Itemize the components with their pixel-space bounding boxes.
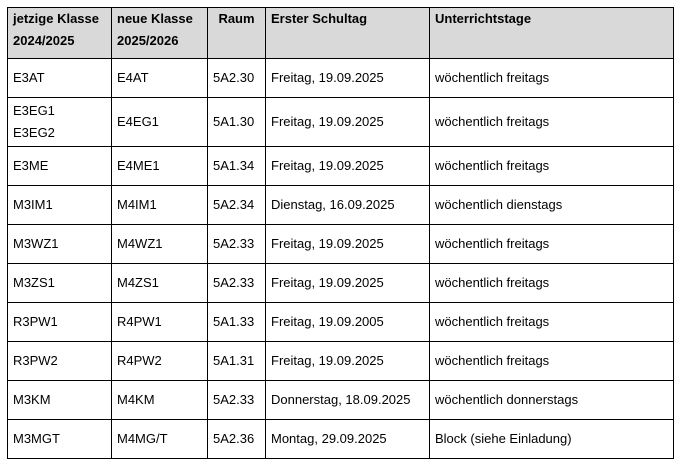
cell-room: 5A2.33 (208, 381, 266, 420)
header-current-class-year: 2024/2025 (13, 33, 75, 48)
cell-new-class: R4PW1 (112, 303, 208, 342)
cell-first-day: Freitag, 19.09.2025 (266, 264, 430, 303)
cell-new-class: E4ME1 (112, 147, 208, 186)
current-class-text: M3ZS1 (13, 275, 55, 290)
cell-first-day: Dienstag, 16.09.2025 (266, 186, 430, 225)
table-row (8, 303, 674, 342)
table-row (8, 420, 674, 459)
cell-lesson-days: wöchentlich freitags (430, 147, 674, 186)
current-class-text: E3AT (13, 70, 45, 85)
cell-current-class (8, 303, 112, 342)
header-new-class (112, 8, 208, 59)
cell-first-day: Donnerstag, 18.09.2025 (266, 381, 430, 420)
cell-first-day: Freitag, 19.09.2025 (266, 342, 430, 381)
cell-room: 5A2.34 (208, 186, 266, 225)
cell-current-class (8, 420, 112, 459)
header-lesson-days: Unterrichtstage (430, 8, 674, 59)
cell-new-class: E4AT (112, 59, 208, 98)
current-class-text: R3PW1 (13, 314, 58, 329)
class-schedule-table (7, 7, 674, 459)
cell-first-day: Freitag, 19.09.2025 (266, 59, 430, 98)
current-class-text: E3ME (13, 158, 49, 173)
cell-first-day: Montag, 29.09.2025 (266, 420, 430, 459)
cell-current-class (8, 59, 112, 98)
table-row (8, 264, 674, 303)
table-row (8, 342, 674, 381)
header-current-class (8, 8, 112, 59)
cell-room: 5A1.30 (208, 98, 266, 147)
cell-new-class: E4EG1 (112, 98, 208, 147)
cell-room: 5A1.33 (208, 303, 266, 342)
cell-room: 5A1.31 (208, 342, 266, 381)
current-class-text: M3MGT (13, 431, 60, 446)
cell-first-day: Freitag, 19.09.2005 (266, 303, 430, 342)
cell-current-class (8, 225, 112, 264)
current-class-text: E3EG1 (13, 103, 55, 118)
header-new-class-year: 2025/2026 (117, 33, 179, 48)
current-class-text: M3KM (13, 392, 51, 407)
table-row (8, 98, 674, 147)
cell-lesson-days: wöchentlich dienstags (430, 186, 674, 225)
cell-lesson-days: wöchentlich freitags (430, 342, 674, 381)
cell-lesson-days: wöchentlich freitags (430, 98, 674, 147)
cell-current-class (8, 264, 112, 303)
cell-current-class (8, 342, 112, 381)
cell-new-class: M4WZ1 (112, 225, 208, 264)
header-new-class-label: neue Klasse (117, 11, 193, 26)
current-class-text: R3PW2 (13, 353, 58, 368)
cell-new-class: M4KM (112, 381, 208, 420)
cell-room: 5A2.30 (208, 59, 266, 98)
cell-first-day: Freitag, 19.09.2025 (266, 225, 430, 264)
current-class-text: M3WZ1 (13, 236, 59, 251)
cell-lesson-days: wöchentlich freitags (430, 264, 674, 303)
cell-room: 5A2.33 (208, 225, 266, 264)
table-row (8, 147, 674, 186)
table-row (8, 186, 674, 225)
cell-new-class: M4ZS1 (112, 264, 208, 303)
cell-new-class: R4PW2 (112, 342, 208, 381)
table-row (8, 381, 674, 420)
cell-first-day: Freitag, 19.09.2025 (266, 147, 430, 186)
table-row (8, 225, 674, 264)
table-row (8, 59, 674, 98)
cell-first-day: Freitag, 19.09.2025 (266, 98, 430, 147)
header-current-class-label: jetzige Klasse (13, 11, 99, 26)
cell-room: 5A2.36 (208, 420, 266, 459)
cell-lesson-days: wöchentlich donnerstags (430, 381, 674, 420)
table-header-row (8, 8, 674, 59)
cell-lesson-days: wöchentlich freitags (430, 225, 674, 264)
header-first-day: Erster Schultag (266, 8, 430, 59)
cell-lesson-days: wöchentlich freitags (430, 303, 674, 342)
cell-current-class (8, 186, 112, 225)
header-room: Raum (208, 8, 266, 59)
cell-current-class (8, 381, 112, 420)
cell-current-class (8, 147, 112, 186)
cell-lesson-days: wöchentlich freitags (430, 59, 674, 98)
current-class-text: M3IM1 (13, 197, 53, 212)
cell-room: 5A1.34 (208, 147, 266, 186)
cell-new-class: M4IM1 (112, 186, 208, 225)
cell-room: 5A2.33 (208, 264, 266, 303)
cell-current-class (8, 98, 112, 147)
cell-new-class: M4MG/T (112, 420, 208, 459)
cell-lesson-days: Block (siehe Einladung) (430, 420, 674, 459)
current-class-text: E3EG2 (13, 125, 55, 140)
